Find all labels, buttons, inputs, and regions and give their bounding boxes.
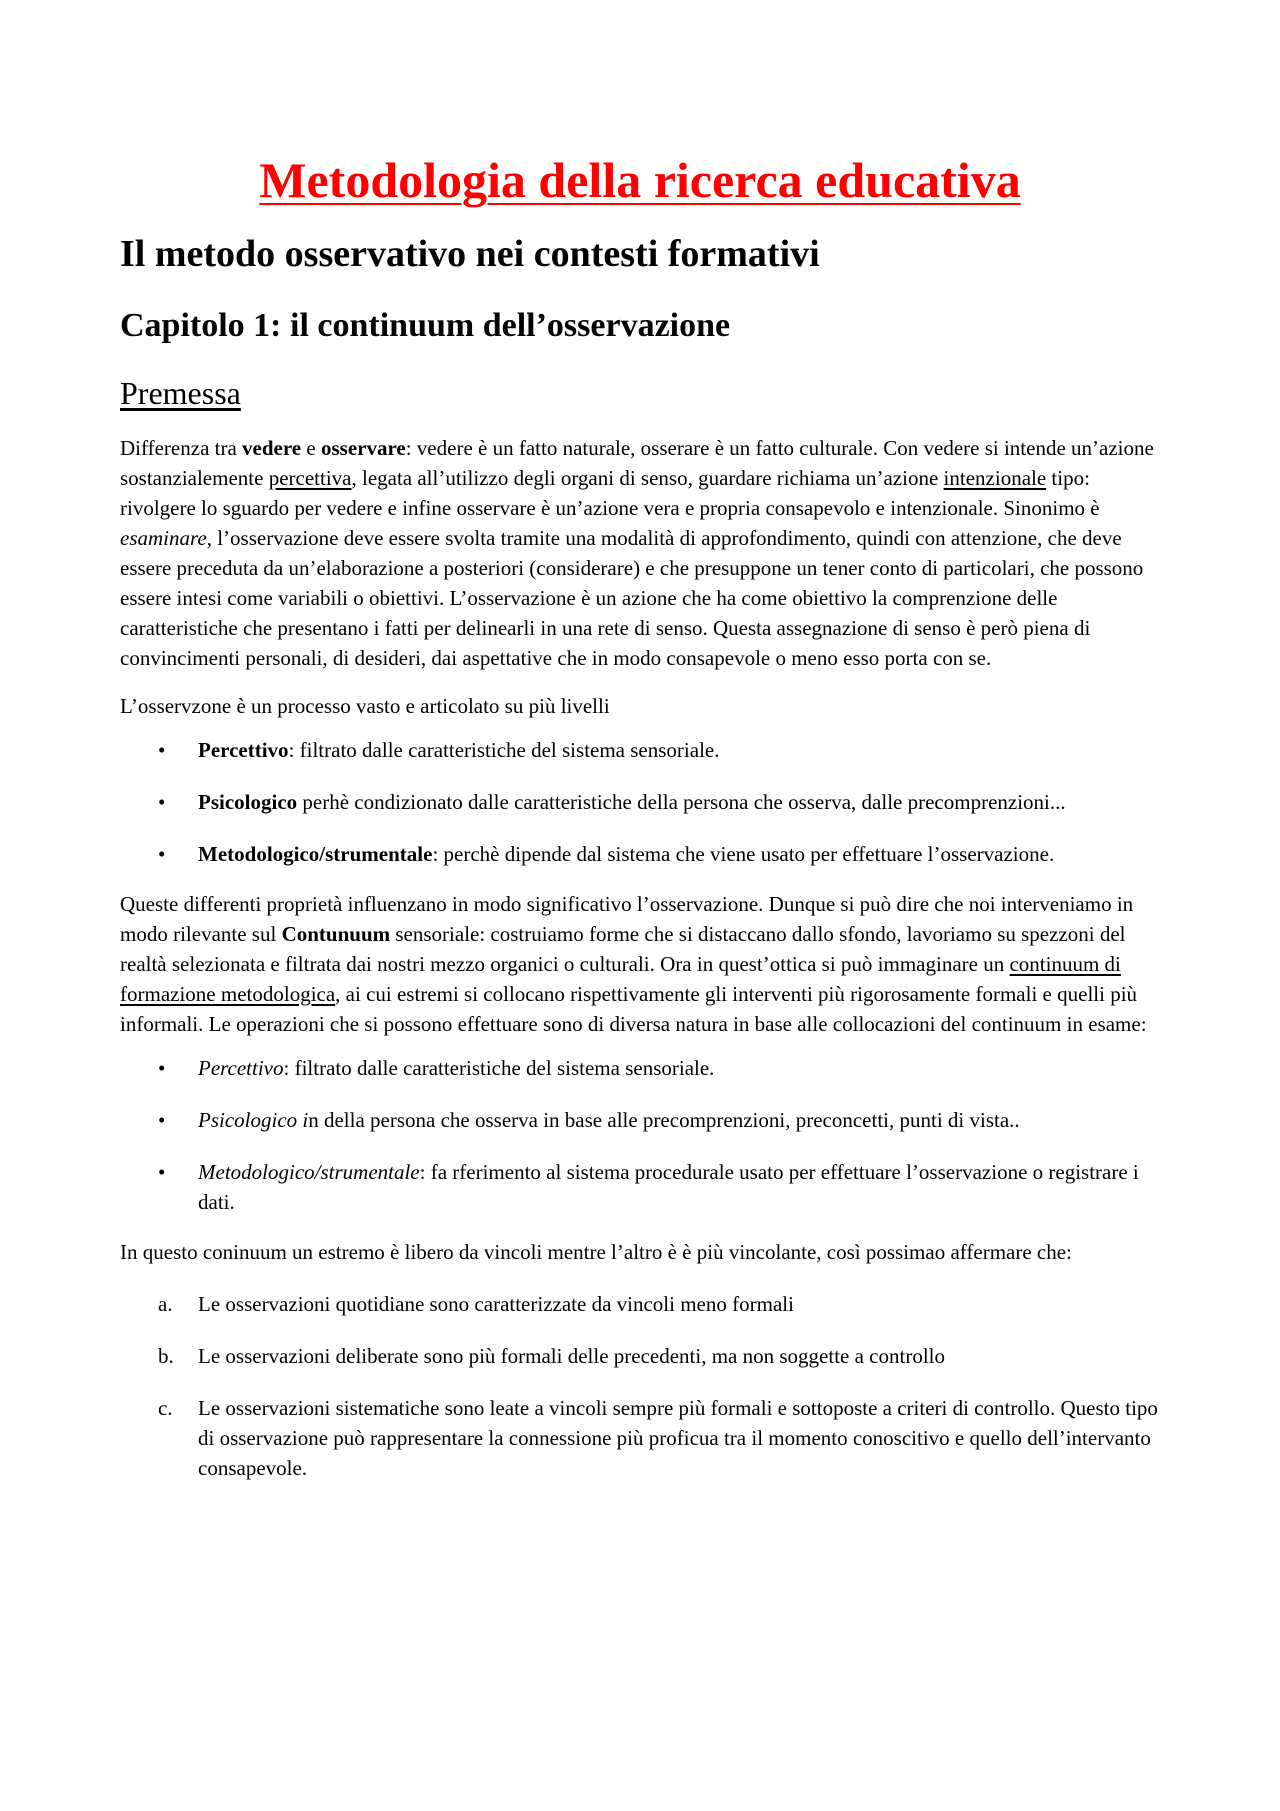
list-item: • Psicologico perhè condizionato dalle caratteristiche della persona che osserva, dalle precomprenzioni... (120, 787, 1160, 817)
list-item: a. Le osservazioni quotidiane sono caratterizzate da vincoli meno formali (120, 1289, 1160, 1319)
subheading-premessa: Premessa (120, 375, 241, 412)
list-letter: b. (158, 1343, 174, 1368)
paragraph-intro: Differenza tra vedere e osservare: vedere è un fatto naturale, osserare è un fatto culturale. Con vedere si intende un’azione sostanzialemente percettiva, legata all’utilizzo degli organi di senso, guardare richiama un’azione intenzionale tipo: rivolgere lo sguardo per vedere e infine osservare è un’azione vera e propria consapevolo e intenzionale. Sinonimo è esaminare, l’osservazione deve essere svolta tramite una modalità di approfondimento, quindi con attenzione, che deve essere preceduta da un’elaborazione a posteriori (considerare) e che presuppone un tener conto di particolari, che possono essere intesi come variabili o obiettivi. L’osservazione è un azione che ha come obiettivo la comprenzione delle caratteristiche che presentano i fatti per delinearli in una rete di senso. Questa assegnazione di senso è però piena di convincimenti personali, di desideri, dai aspettative che in modo consapevole o meno esso porta con se. (120, 435, 1154, 670)
list-item: c. Le osservazioni sistematiche sono leate a vincoli sempre più formali e sottoposte a criteri di controllo. Questo tipo di osservazione può rappresentare la connessione più proficua tra il momento conoscitivo e quello dell’intervanto consapevole. (120, 1393, 1160, 1483)
bullet-marker: • (158, 1159, 166, 1184)
list-item: b. Le osservazioni deliberate sono più formali delle precedenti, ma non soggette a controllo (120, 1341, 1160, 1371)
document-content (120, 150, 1160, 1483)
paragraph-continuum: Queste differenti proprietà influenzano in modo significativo l’osservazione. Dunque si può dire che noi interveniamo in modo rilevante sul Contunuum sensoriale: costruiamo forme che si distaccano dallo sfondo, lavoriamo su spezzoni del realtà selezionata e filtrata dai nostri mezzo organici o culturali. Ora in quest’ottica si può immaginare un continuum di formazione metodologica, ai cui estremi si collocano rispettivamente gli interventi più rigorosamente formali e quelli più informali. Le operazioni che si possono effettuare sono di diversa natura in base alle collocazioni del continuum in esame: (120, 891, 1147, 1036)
list-letter: c. (158, 1395, 173, 1420)
list-item: • Metodologico/strumentale: perchè dipende dal sistema che viene usato per effettuare l’osservazione. (120, 839, 1160, 869)
bullet-marker: • (158, 1107, 166, 1132)
bullet-marker: • (158, 789, 166, 814)
list-letter: a. (158, 1291, 173, 1316)
list-item: • Metodologico/strumentale: fa rferimento al sistema procedurale usato per effettuare l’osservazione o registrare i dati. (120, 1157, 1160, 1217)
bullet-marker: • (158, 841, 166, 866)
bullet-marker: • (158, 737, 166, 762)
list-item: • Percettivo: filtrato dalle caratteristiche del sistema sensoriale. (120, 735, 1160, 765)
levels-list (120, 735, 1160, 869)
document-title: Metodologia della ricerca educativa (259, 152, 1021, 208)
chapter-title: Capitolo 1: il continuum dell’osservazione (120, 306, 731, 344)
list-item: • Psicologico in della persona che osserva in base alle precomprenzioni, preconcetti, punti di vista.. (120, 1105, 1160, 1135)
paragraph-levels: L’osservzone è un processo vasto e articolato su più livelli (120, 693, 610, 718)
observation-types-list (120, 1289, 1160, 1483)
section-title: Il metodo osservativo nei contesti formativi (120, 233, 820, 275)
operations-list (120, 1053, 1160, 1217)
paragraph-extremes: In questo coninuum un estremo è libero da vincoli mentre l’altro è è più vincolante, così possimao affermare che: (120, 1239, 1072, 1264)
list-item: • Percettivo: filtrato dalle caratteristiche del sistema sensoriale. (120, 1053, 1160, 1083)
bullet-marker: • (158, 1055, 166, 1080)
